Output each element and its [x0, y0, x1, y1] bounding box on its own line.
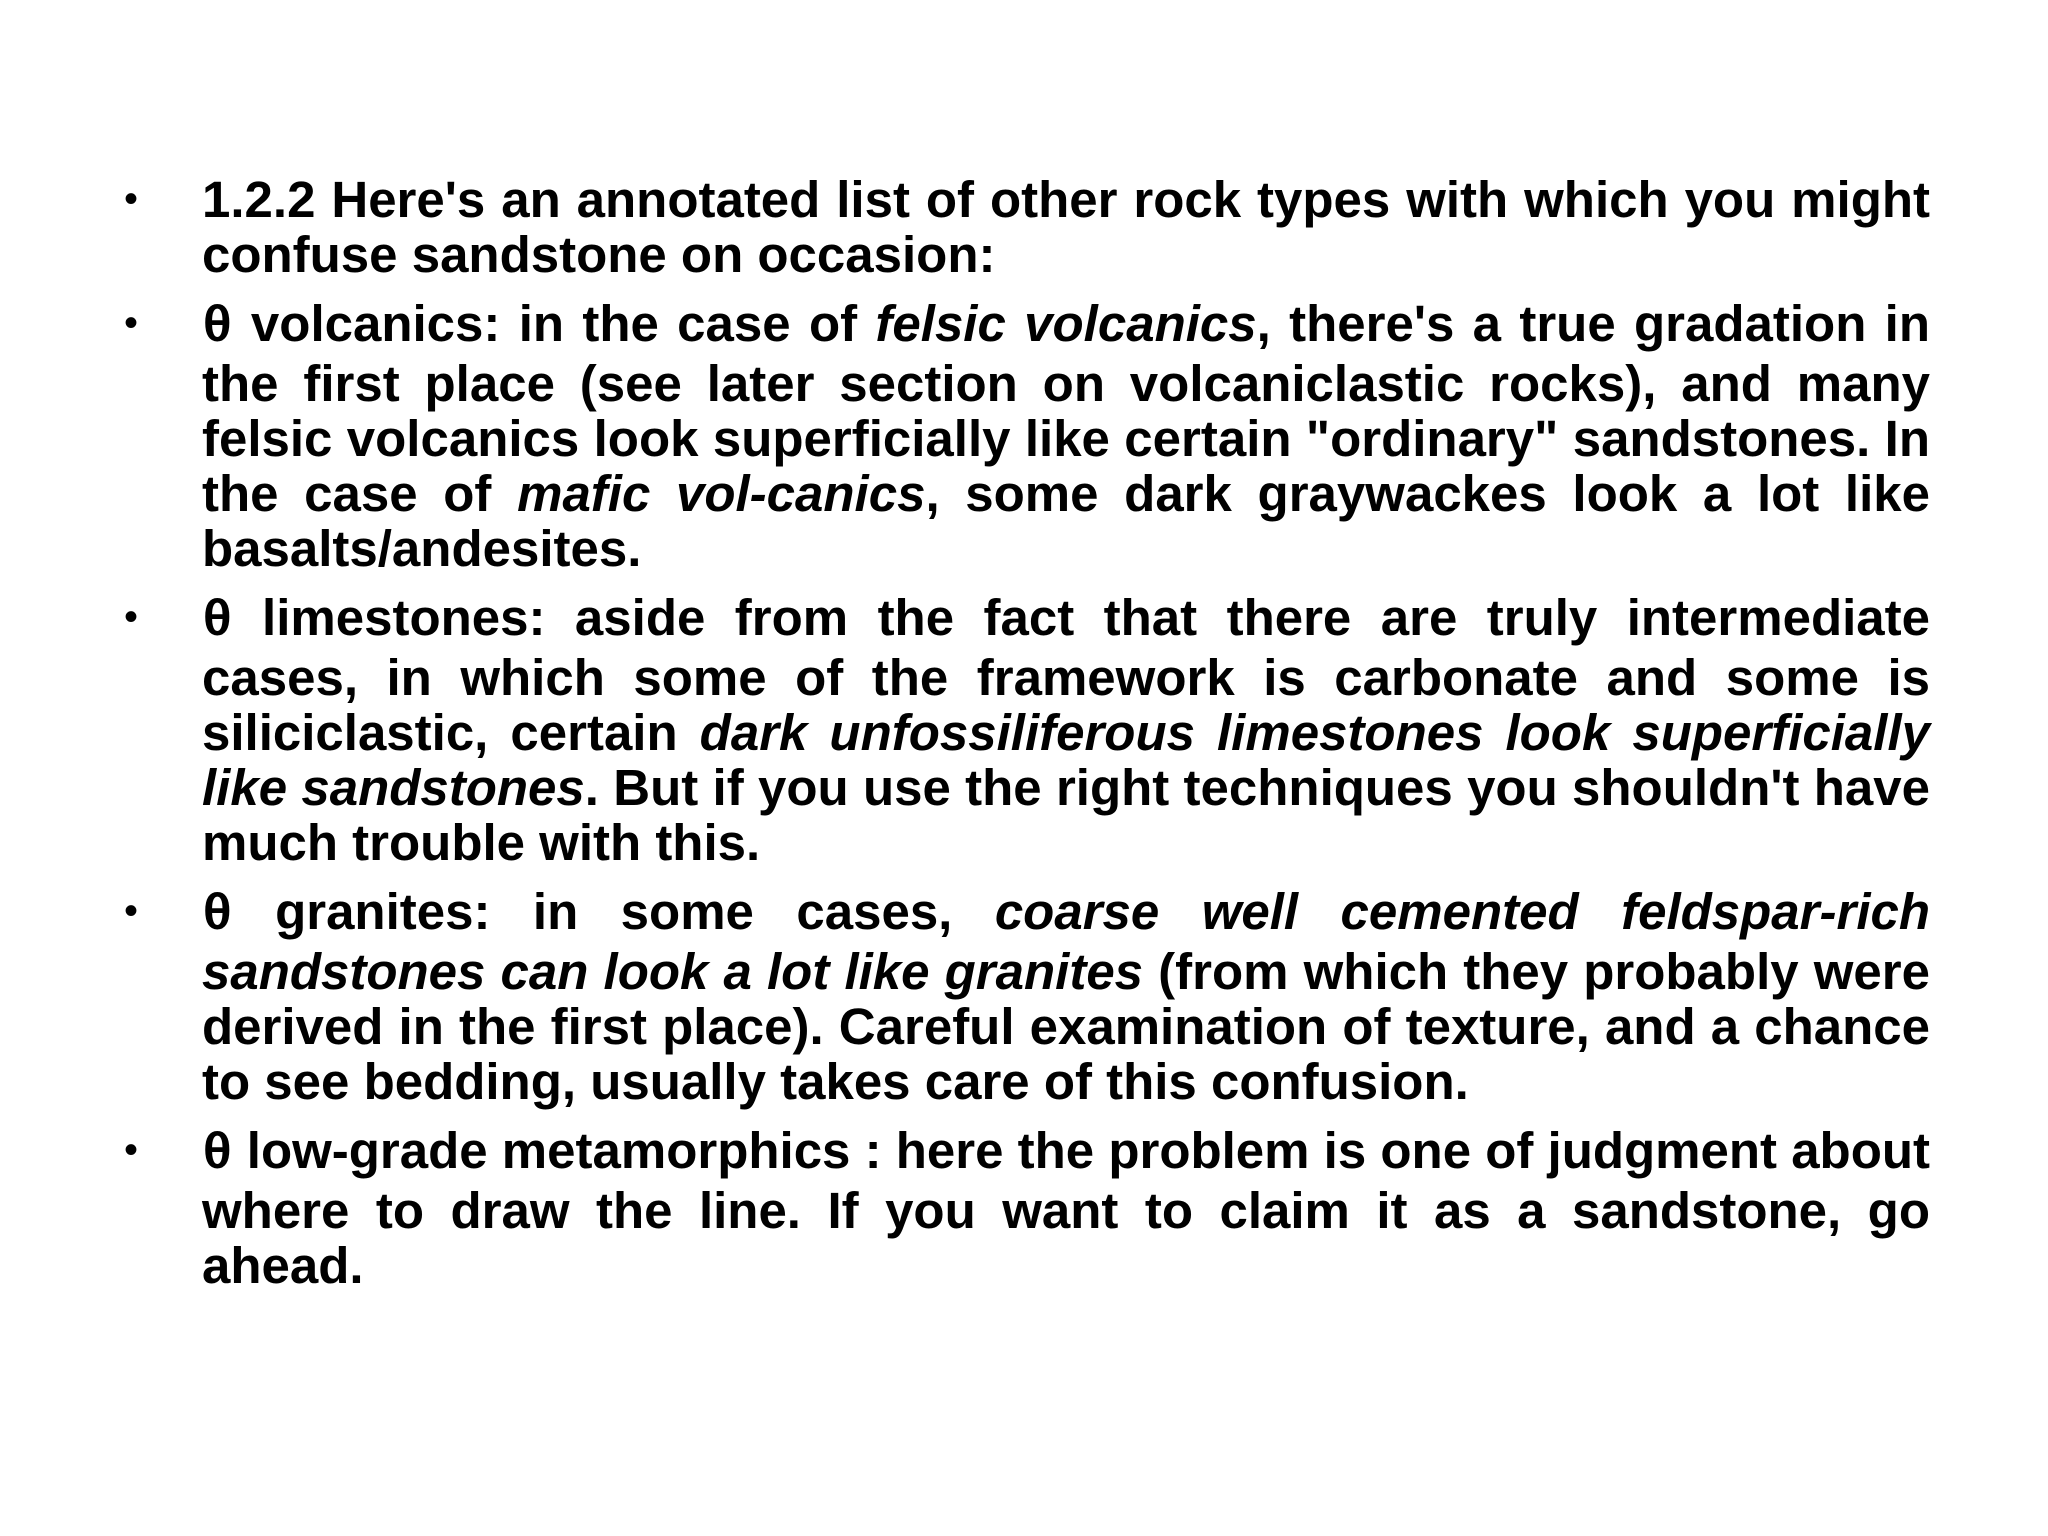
bullet-text: . But if you use the right techniques you shouldn't have much trouble with this. [202, 759, 1930, 871]
bullet-item [120, 296, 1930, 576]
theta-symbol: θ [202, 1127, 233, 1184]
bullet-item [120, 1123, 1930, 1293]
emphasis-text: felsic volcanics [875, 295, 1257, 352]
bullet-item [120, 884, 1930, 1109]
bullet-point-icon: • [124, 301, 139, 345]
bullet-item [120, 172, 1930, 282]
bullet-text: , some dark graywackes look a lot like basalts/andesites. [202, 465, 1930, 577]
theta-symbol: θ [202, 300, 233, 357]
bullet-point-icon: • [124, 595, 139, 639]
bullet-point-icon: • [124, 889, 139, 933]
bullet-text: limestones: aside from the fact that there are truly intermediate cases, in which some of the framework is carbonate and some is siliciclastic, certain [202, 589, 1930, 761]
bullet-item [120, 590, 1930, 870]
bullet-text: (from which they probably were derived in the first place). Careful examination of texture, and a chance to see bedding, usually takes care of this confusion. [202, 943, 1930, 1110]
bullet-text: low-grade metamorphics : here the problem is one of judgment about where to draw the line. If you want to claim it as a sandstone, go ahead. [202, 1122, 1930, 1294]
emphasis-text: dark unfossiliferous limestones look superficially like sandstones [202, 704, 1930, 816]
emphasis-text: coarse well cemented feldspar-rich sandstones can look a lot like granites [202, 883, 1931, 1000]
bullet-text: granites: in some cases, [232, 883, 995, 940]
theta-symbol: θ [202, 594, 233, 651]
bullet-text: , there's a true gradation in the first place (see later section on volcaniclastic rocks), and many felsic volcanics look superficially like certain "ordinary" sandstones. In the case of [202, 295, 1930, 522]
bullet-point-icon: • [124, 177, 139, 221]
bullet-list [120, 172, 1930, 1307]
bullet-point-icon: • [124, 1128, 139, 1172]
theta-symbol: θ [202, 888, 233, 945]
bullet-text: 1.2.2 Here's an annotated list of other rock types with which you might confuse sandstone on occasion: [202, 171, 1930, 283]
emphasis-text: mafic vol-canics [517, 465, 926, 522]
bullet-text: volcanics: in the case of [232, 295, 876, 352]
